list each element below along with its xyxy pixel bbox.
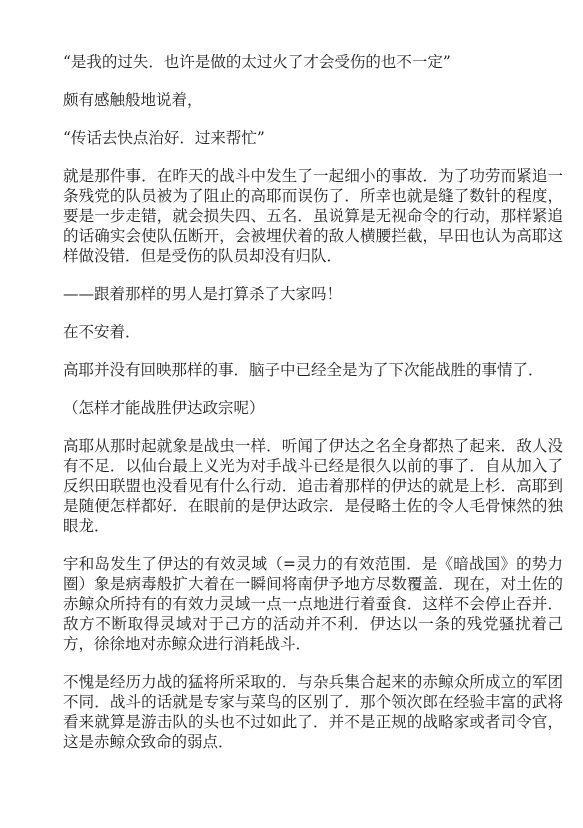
paragraph-unease: 在不安着．: [63, 323, 141, 341]
document-page: [63, 52, 563, 770]
paragraph-quote-order: “传话去快点治好．过来帮忙”: [63, 129, 265, 147]
paragraph-takaya-focus: 高耶并没有回映那样的事．脑子中已经全是为了下次能战胜的事情了．: [63, 361, 544, 379]
paragraph-speaker-note: 颇有感触般地说着，: [63, 91, 203, 109]
paragraph-weakness: 不愧是经历力战的猛将所采取的．与杂兵集合起来的赤鲸众所成立的军团不同．战斗的话就是专家与菜鸟的区别了．那个领次郎在经验丰富的武将看来就算是游击队的头也不过如此了．并不是正规的战略家或者司令官，这是赤鲸众致命的弱点．: [63, 673, 563, 751]
paragraph-thought: ——跟着那样的男人是打算杀了大家吗！: [63, 285, 343, 303]
paragraph-inner-question: （怎样才能战胜伊达政宗呢）: [63, 399, 265, 417]
paragraph-date-masamune: 高耶从那时起就象是战虫一样．听闻了伊达之名全身都热了起来．敌人没有不足．以仙台最上义光为对手战斗已经是很久以前的事了．自从加入了反织田联盟也没看见有什么行动．追击着那样的伊达的就是上杉．高耶到是随便怎样都好．在眼前的是伊达政宗．是侵略土佐的令人毛骨悚然的独眼龙．: [63, 437, 563, 535]
paragraph-spirit-domain: 宇和岛发生了伊达的有效灵域（=灵力的有效范围．是《暗战国》的势力圈）象是病毒般扩大着在一瞬间将南伊予地方尽数覆盖．现在，对土佐的赤鲸众所持有的有效力灵域一点一点地进行着蚕食．这样不会停止吞并．敌方不断取得灵域对于己方的活动并不利．伊达以一条的残党骚扰着己方，徐徐地对赤鲸众进行消耗战斗．: [63, 555, 563, 653]
paragraph-incident: 就是那件事．在昨天的战斗中发生了一起细小的事故．为了功劳而紧追一条残党的队员被为了阻止的高耶而误伤了．所幸也就是缝了数针的程度，要是一步走错，就会损失四、五名．虽说算是无视命令的行动，那样紧追的话确实会使队伍断开，会被埋伏着的敌人横腰拦截，早田也认为高耶这样做没错．但是受伤的队员却没有归队．: [63, 167, 563, 265]
paragraph-quote-fault: “是我的过失．也许是做的太过火了才会受伤的也不一定”: [63, 53, 451, 71]
